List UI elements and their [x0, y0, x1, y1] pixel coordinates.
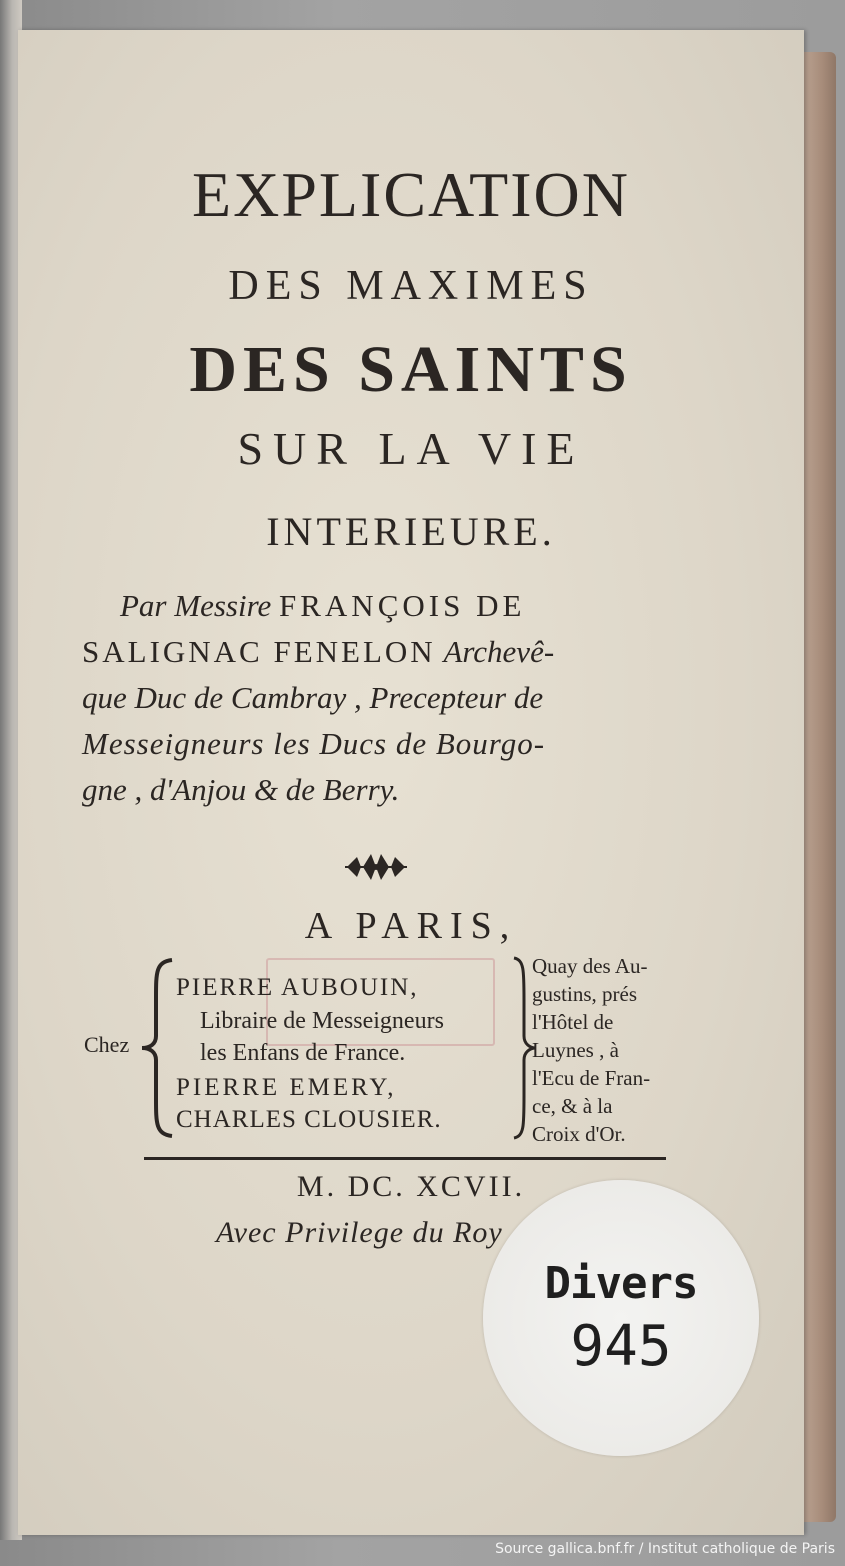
author-name-1: FRANÇOIS DE [279, 588, 526, 623]
shelfmark-category: Divers [544, 1258, 698, 1309]
address-6: ce, & à la [532, 1094, 613, 1118]
title-line-1: EXPLICATION [192, 159, 630, 230]
publication-year: M. DC. XCVII. [296, 1170, 526, 1203]
city: A PARIS, [304, 905, 518, 947]
author-line-4: Messeigneurs les Ducs de Bourgo- [82, 726, 546, 761]
title-line-4: SUR LA VIE [237, 423, 585, 474]
seller-2: PIERRE EMERY, [176, 1074, 397, 1101]
author-name-2: SALIGNAC FENELON [82, 634, 436, 669]
address-2: gustins, prés [532, 982, 637, 1006]
source-credit: Source gallica.bnf.fr / Institut catholique de Paris [495, 1541, 835, 1557]
library-shelfmark-label [483, 1180, 759, 1456]
chez-label: Chez [84, 1032, 130, 1057]
imprint-rule [144, 1157, 666, 1160]
author-line-5: gne , d'Anjou & de Berry. [82, 772, 400, 807]
author-line-3: que Duc de Cambray , Precepteur de [82, 680, 544, 715]
author-line-2 [82, 634, 554, 670]
address-4: Luynes , à [532, 1038, 619, 1062]
author-title-start: Archevê- [443, 634, 555, 669]
address-3: l'Hôtel de [532, 1010, 614, 1034]
seller-1-title: Libraire de Messeigneurs [200, 1008, 444, 1034]
author-line-1 [120, 588, 525, 624]
title-line-3: DES SAINTS [189, 333, 633, 406]
address-7: Croix d'Or. [532, 1122, 626, 1146]
printer-ornament [343, 848, 409, 886]
address-1: Quay des Au- [532, 954, 648, 978]
seller-3: CHARLES CLOUSIER. [176, 1106, 442, 1133]
seller-1-title-cont: les Enfans de France. [200, 1040, 406, 1066]
address-5: l'Ecu de Fran- [532, 1066, 651, 1090]
author-prefix: Par Messire [120, 588, 272, 623]
privilege-line: Avec Privilege du Roy [216, 1216, 503, 1249]
left-brace [140, 958, 176, 1138]
shelfmark-number: 945 [570, 1314, 672, 1379]
title-line-2: DES MAXIMES [228, 263, 594, 309]
seller-1: PIERRE AUBOUIN, [176, 974, 419, 1001]
title-line-5: INTERIEURE. [266, 509, 556, 554]
